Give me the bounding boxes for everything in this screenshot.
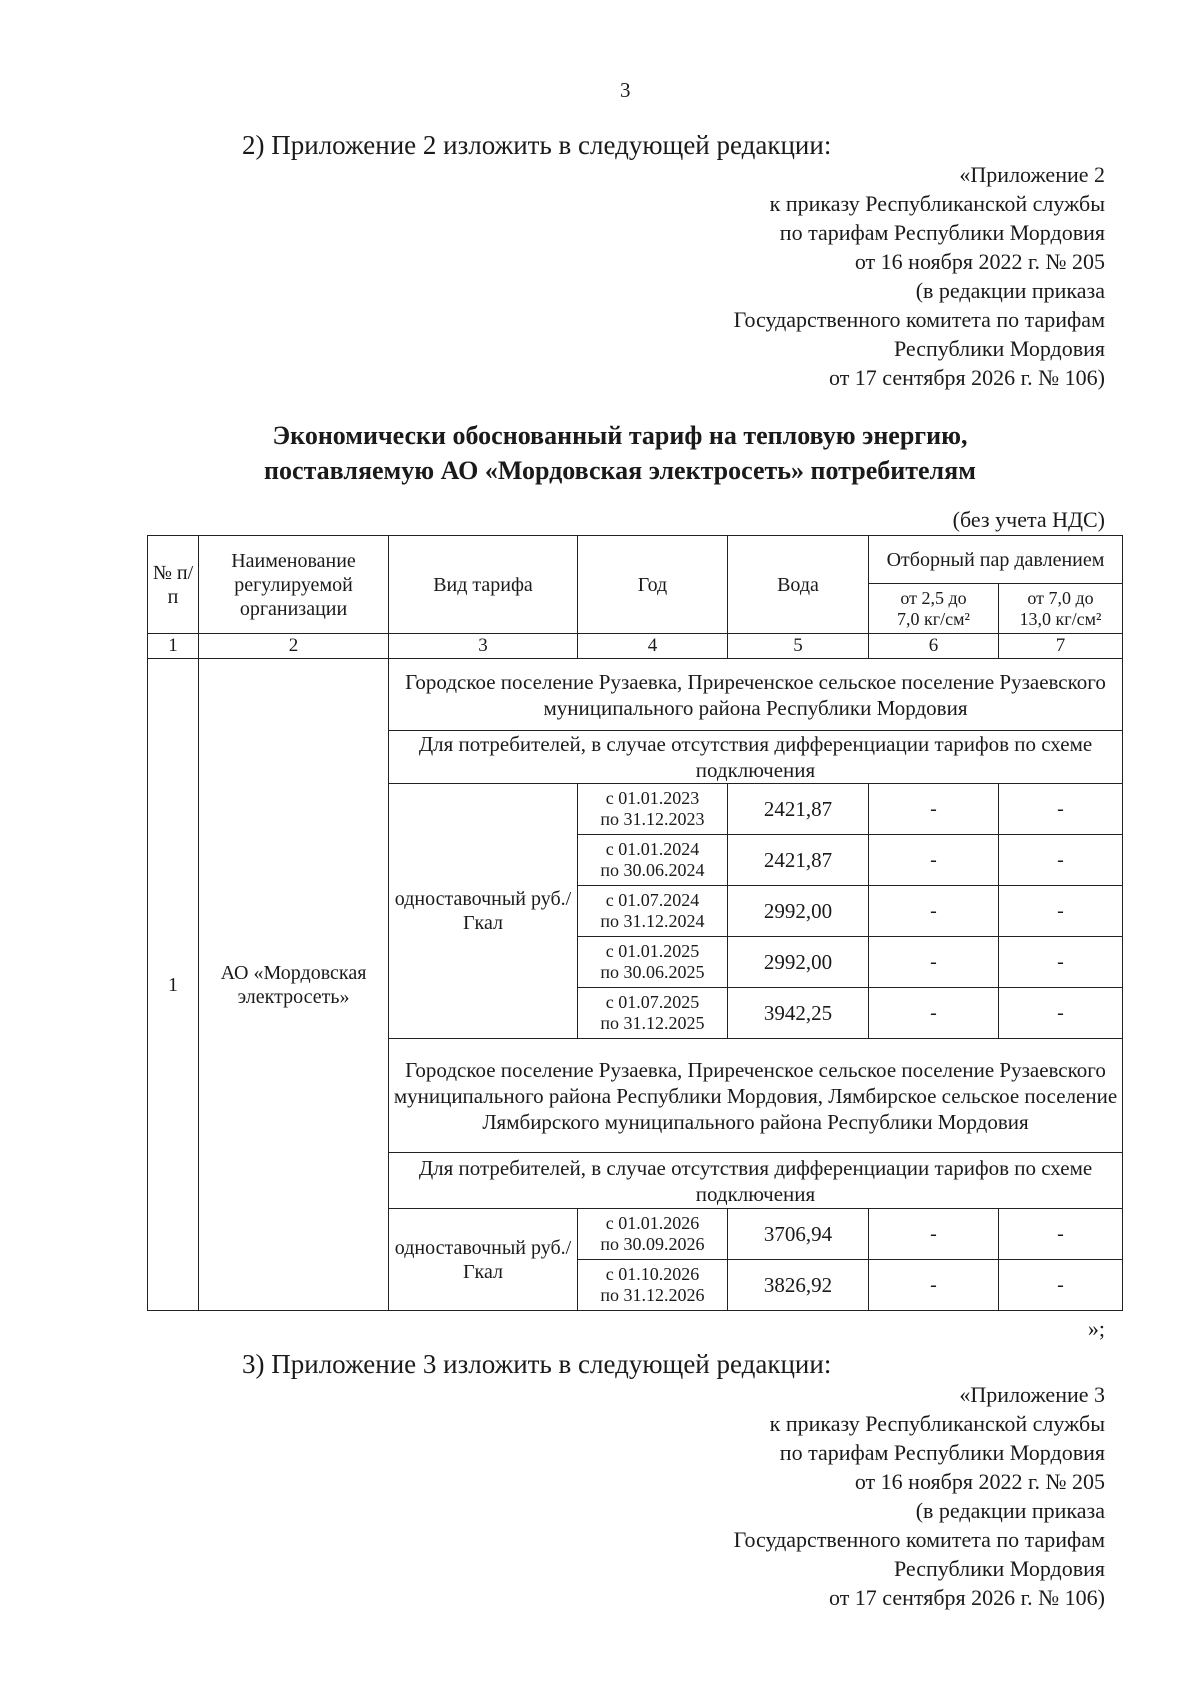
tariff-type: одноставочный руб./Гкал	[389, 784, 578, 1039]
row-number: 1	[148, 659, 199, 1311]
appendix-note-line: от 16 ноября 2022 г. № 205	[854, 1469, 1105, 1494]
period	[578, 835, 728, 886]
header-steam-low-line: от 2,5 до	[900, 587, 967, 608]
area-row	[148, 659, 1123, 731]
appendix-note-line: от 16 ноября 2022 г. № 205	[854, 249, 1105, 274]
appendix-note-line: «Приложение 3	[959, 1382, 1105, 1407]
period	[578, 937, 728, 988]
header-steam-high	[999, 584, 1123, 634]
appendix-note-line: по тарифам Республики Мордовия	[779, 1440, 1105, 1465]
vat-note: (без учета НДС)	[952, 507, 1105, 532]
tariff-type: одноставочный руб./Гкал	[389, 1209, 578, 1311]
water-price: 2992,00	[728, 937, 869, 988]
steam-low-price: -	[869, 835, 999, 886]
item-3-heading: 3) Приложение 3 изложить в следующей редакции:	[242, 1349, 832, 1379]
appendix-note-line: Республики Мордовия	[893, 1556, 1105, 1581]
period-from: с 01.10.2026	[605, 1264, 700, 1284]
header-tariff-type: Вид тарифа	[389, 536, 578, 634]
period-to: по 30.09.2026	[600, 1234, 705, 1254]
appendix-note-line: (в редакции приказа	[915, 1498, 1105, 1523]
consumers-description: Для потребителей, в случае отсутствия дифференциации тарифов по схеме подключения	[389, 731, 1123, 784]
water-price: 2992,00	[728, 886, 869, 937]
document-title-line: поставляемую АО «Мордовская электросеть» потребителям	[264, 456, 976, 485]
appendix-note-line: к приказу Республиканской службы	[769, 191, 1105, 216]
area-description: Городское поселение Рузаевка, Приреченское сельское поселение Рузаевского муниципального района Республики Мордовия	[389, 659, 1123, 731]
column-number: 3	[389, 634, 578, 659]
header-steam-low-line: 7,0 кг/см²	[897, 608, 970, 629]
period-to: по 30.06.2024	[600, 860, 705, 880]
period-to: по 30.06.2025	[600, 962, 705, 982]
organization-name: АО «Мордовская электросеть»	[199, 659, 389, 1311]
appendix-2-note	[734, 160, 1105, 392]
appendix-note-line: от 17 сентября 2026 г. № 106)	[828, 365, 1105, 390]
period-to: по 31.12.2023	[600, 809, 705, 829]
steam-low-price: -	[869, 988, 999, 1039]
appendix-note-line: Республики Мордовия	[893, 336, 1105, 361]
column-number: 6	[869, 634, 999, 659]
water-price: 3826,92	[728, 1260, 869, 1311]
period-from: с 01.01.2023	[605, 788, 700, 808]
header-year: Год	[578, 536, 728, 634]
steam-low-price: -	[869, 1209, 999, 1260]
water-price: 3706,94	[728, 1209, 869, 1260]
column-number: 2	[199, 634, 389, 659]
steam-low-price: -	[869, 1260, 999, 1311]
appendix-note-line: от 17 сентября 2026 г. № 106)	[828, 1585, 1105, 1610]
period-from: с 01.01.2026	[605, 1213, 700, 1233]
steam-high-price: -	[999, 1260, 1123, 1311]
steam-high-price: -	[999, 835, 1123, 886]
steam-low-price: -	[869, 784, 999, 835]
steam-high-price: -	[999, 1209, 1123, 1260]
column-number: 1	[148, 634, 199, 659]
header-num: № п/п	[148, 536, 199, 634]
water-price: 3942,25	[728, 988, 869, 1039]
appendix-note-line: к приказу Республиканской службы	[769, 1411, 1105, 1436]
tariff-table	[147, 535, 1123, 1311]
period-from: с 01.01.2025	[605, 941, 700, 961]
column-number: 5	[728, 634, 869, 659]
period	[578, 988, 728, 1039]
steam-high-price: -	[999, 886, 1123, 937]
page-number: 3	[620, 78, 631, 102]
column-number: 4	[578, 634, 728, 659]
period-to: по 31.12.2024	[600, 911, 705, 931]
period	[578, 886, 728, 937]
document-title	[160, 418, 1080, 488]
consumers-description: Для потребителей, в случае отсутствия дифференциации тарифов по схеме подключения	[389, 1153, 1123, 1209]
column-number: 7	[999, 634, 1123, 659]
header-steam-high-line: 13,0 кг/см²	[1019, 608, 1102, 629]
steam-high-price: -	[999, 988, 1123, 1039]
appendix-note-line: (в редакции приказа	[915, 278, 1105, 303]
period	[578, 1209, 728, 1260]
appendix-note-line: Государственного комитета по тарифам	[733, 307, 1105, 332]
steam-low-price: -	[869, 937, 999, 988]
header-steam-high-line: от 7,0 до	[1027, 587, 1094, 608]
header-water: Вода	[728, 536, 869, 634]
steam-low-price: -	[869, 886, 999, 937]
period	[578, 784, 728, 835]
header-row	[148, 536, 1123, 584]
header-organization: Наименование регулируемой организации	[199, 536, 389, 634]
steam-high-price: -	[999, 784, 1123, 835]
column-number-row	[148, 634, 1123, 659]
appendix-note-line: по тарифам Республики Мордовия	[779, 220, 1105, 245]
header-steam-low	[869, 584, 999, 634]
period-from: с 01.07.2024	[605, 890, 700, 910]
appendix-note-line: Государственного комитета по тарифам	[733, 1527, 1105, 1552]
document-title-line: Экономически обоснованный тариф на тепловую энергию,	[272, 421, 968, 450]
appendix-3-note	[734, 1380, 1105, 1612]
area-description: Городское поселение Рузаевка, Приреченское сельское поселение Рузаевского муниципального района Республики Мордовия, Лямбирское сельское поселение Лямбирского муниципального района Республики Мордовия	[389, 1039, 1123, 1153]
water-price: 2421,87	[728, 835, 869, 886]
period-from: с 01.07.2025	[605, 992, 700, 1012]
header-steam: Отборный пар давлением	[869, 536, 1123, 584]
closing-quote: »;	[1087, 1316, 1105, 1341]
water-price: 2421,87	[728, 784, 869, 835]
period	[578, 1260, 728, 1311]
period-to: по 31.12.2025	[600, 1013, 705, 1033]
appendix-note-line: «Приложение 2	[959, 162, 1105, 187]
item-2-heading: 2) Приложение 2 изложить в следующей редакции:	[242, 130, 832, 160]
steam-high-price: -	[999, 937, 1123, 988]
period-to: по 31.12.2026	[600, 1285, 705, 1305]
period-from: с 01.01.2024	[605, 839, 700, 859]
